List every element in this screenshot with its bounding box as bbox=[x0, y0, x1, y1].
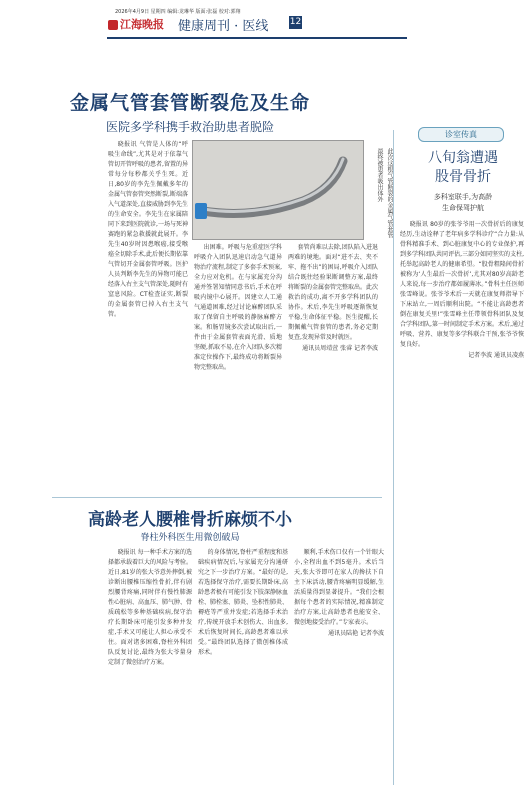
story1-text-3: 套管尚难以去除,团队陷入进退两难的境地。面对“进不去、夹不牢、拖不出”的困局,呼吸介入团队结合既往经验果断调整方案,最终将断裂的金属套管完整取出。此次救治的成功,离不开多学科团队的协作。术后,李先生呼吸逐渐恢复平稳,生命体征平稳。医生提醒,长期佩戴气管套管的患者,务必定期复查,发现异常及时就医。 bbox=[288, 244, 378, 341]
story2-byline: 通讯员陆艳 记者李波 bbox=[328, 630, 384, 637]
story2-column-3 bbox=[294, 548, 384, 788]
story2-subheadline: 脊柱外科医生用微创破局 bbox=[140, 533, 240, 543]
story3-headline bbox=[398, 149, 528, 187]
story1-headline: 金属气管套管断裂危及生命 bbox=[69, 92, 310, 114]
column-tag: 诊室传真 bbox=[418, 127, 504, 142]
story1-text-1: 晓报讯 气管是人体的“呼吸生命线”,尤其是对于依靠气管切开管呼吸的患者,留置的异常每分每秒都关乎生死。近日,80岁的李先生佩戴多年的金属气管套管突然断裂,断端落入气道深处,直接威胁到李先生的生命安全。李先生在家属陪同下来到医院就诊,一场与死神赛跑的紧急救援就此展开。李先生40岁时因患喉癌,接受喉癌全切除手术,此后便长期依靠气管切开金属套管呼吸。医护人员判断李先生的异物可能已经落入右主支气管深处,随时有窒息风险。CT检查证实,断裂的金属套管已掉入右主支气管。 bbox=[108, 141, 188, 318]
date-line: 2026年4月9日 星期四 编辑:龙琳华 版面:张磊 校对:郭翔 bbox=[115, 9, 241, 15]
story1-byline: 通讯员周靖萱 张睿 记者李波 bbox=[302, 345, 378, 352]
story3-subheadline-line2: 生命保驾护航 bbox=[442, 204, 484, 212]
story3-column bbox=[400, 220, 524, 790]
story2-text-1: 晓报讯 每一种手术方案的选择都承载着巨大的风险与考验。近日,81岁的张大爷意外摔倒,被诊断出腰椎压缩性骨折,伴有剧烈腰背疼痛,同时伴有慢性肺源性心脏病、高血压、肺气肿、骨质疏松等多种基础疾病,保守治疗长期卧床可能引发多种并发症,手术又可能让人担心承受不住。面对诸多困难,脊柱外科团队反复讨论,最终为张大爷量身定制了微创治疗方案。 bbox=[108, 549, 192, 666]
newspaper-logo bbox=[108, 16, 164, 32]
photo-caption: 此次这根气管断裂的金属气管套管最终被患者吸出体外 bbox=[376, 148, 393, 238]
story1-subheadline: 医院多学科携手救治助患者脱险 bbox=[105, 120, 274, 134]
story1-column-3 bbox=[288, 243, 378, 493]
story3-headline-line2: 股骨骨折 bbox=[435, 169, 491, 185]
masthead bbox=[0, 14, 530, 38]
page-number: 12 bbox=[289, 17, 302, 27]
story2-headline: 高龄老人腰椎骨折麻烦不小 bbox=[88, 510, 292, 530]
section-title: 健康周刊 · 医线 bbox=[178, 19, 269, 34]
story3-text: 晓报讯 80岁的张爷爷用一次骨折后的康复经历,生动诠释了老年病多学科诊疗“合力量:从骨科精准手术、到心脏康复中心的专业保护,再到多学科团队共同评估,三部分如同坚实的支柱,托举起高龄老人的健康希望。“股骨粗隆间骨折被称为‘人生最后一次骨折’,尤其对80岁高龄老人来说,每一步治疗都如履薄冰。”骨科主任医师张雪峰说。张爷爷术后一天就在康复师指导下下床站立,一周后顺利出院。“不能让高龄患者倒在康复关里!”张雪峰主任带领骨科团队及复合学科团队,第一时间制定手术方案。术后,通过呼吸、营养、康复等多学科联合干预,张爷爷恢复良好。 bbox=[400, 221, 524, 348]
column-divider bbox=[393, 130, 394, 785]
story3-byline: 记者李波 通讯员凌燕 bbox=[468, 352, 524, 359]
story1-text-2: 出困难。呼吸与危重症医学科呼吸介入团队迅速启动急气道异物治疗流程,制定了多套手术预案,全力应对危机。在与家属充分沟通并签署知情同意书后,手术在呼吸内镜中心展开。因建立人工通气通道困难,经过讨论麻醉团队采取了保留自主呼吸的静脉麻醉方案。和肠胃镜多次尝试取出后,一件由于金属套管表面光滑、质地坚硬,抓取不易,在介入团队多次精准定位操作下,最终成功将断裂异物完整取出。 bbox=[194, 244, 282, 371]
story2-text-3: 顺利,手术伤口仅有一个针眼大小,全程出血不到5毫升。术后当天,张大爷即可在家人的搀扶下自主下床活动,腰背疼痛明显缓解,生活质量得到显著提升。“我们会根据每个患者的实际情况,精准制定治疗方案,让高龄患者也能安全、微创地接受治疗。”专家表示。 bbox=[294, 549, 384, 626]
story3-subheadline bbox=[398, 192, 528, 214]
broken-tube-photo bbox=[192, 140, 364, 240]
story2-column-1 bbox=[108, 548, 192, 788]
story2-column-2 bbox=[198, 548, 288, 788]
logo-icon bbox=[108, 20, 118, 30]
story1-column-2 bbox=[194, 243, 282, 493]
section-divider bbox=[52, 497, 382, 498]
story3-subheadline-line1: 多科室联手,为高龄 bbox=[433, 193, 493, 201]
tube-illustration bbox=[193, 141, 363, 239]
masthead-rule bbox=[107, 37, 407, 39]
logo-text: 江海晚报 bbox=[120, 18, 164, 31]
story1-column-1 bbox=[108, 140, 188, 495]
story3-headline-line1: 八旬翁遭遇 bbox=[428, 150, 498, 166]
story2-text-2: 的身体情况,脊柱严重程度和基础疾病情况后,与家属充分沟通研究之下一步治疗方案。“最好的是,若选择保守治疗,需要长期卧床,高龄患者极有可能引发下肢深静脉血栓、肺栓塞、肺炎、坠积性肺炎、褥疮等严重并发症;若选择手术治疗,传统开放手术创伤大、出血多,术后恢复时间长,高龄患者难以承受。”最终团队选择了微创椎体成形术。 bbox=[198, 549, 288, 656]
